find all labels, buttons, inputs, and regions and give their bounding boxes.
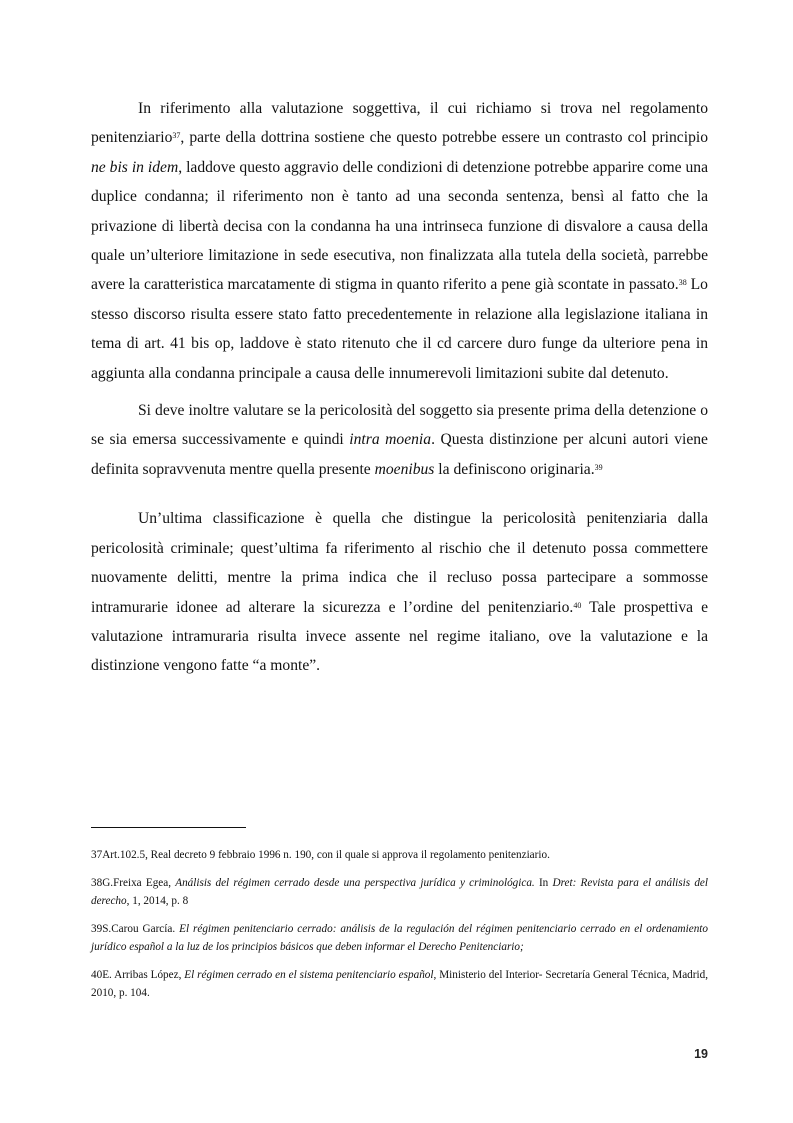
footnote-reference: 37 bbox=[172, 131, 181, 141]
footnote-reference: 38 bbox=[678, 278, 687, 288]
footnote bbox=[91, 920, 708, 956]
footnote bbox=[91, 966, 708, 1002]
footnote-reference: 40 bbox=[573, 600, 582, 610]
italic-text: El régimen cerrado en el sistema penitenciario español bbox=[184, 969, 434, 981]
text-run: Lo stesso discorso risulta essere stato fatto precedentemente in relazione alla legislazione italiana in tema di art. 41 bis op, laddove è stato ritenuto che il cd carcere duro funge da ulteriore pena in aggiunta alla condanna principale a causa delle innumerevoli limitazioni subite dal detenuto. bbox=[91, 276, 708, 382]
text-run: 39S.Carou García. bbox=[91, 923, 180, 935]
text-run: 38G.Freixa Egea, bbox=[91, 877, 176, 889]
text-run: , parte della dottrina sostiene che questo potrebbe essere un contrasto col principio bbox=[180, 129, 708, 147]
text-run: , Ministerio del Interior- Secretaría General Técnica, Madrid, 2010, p. 104. bbox=[91, 969, 708, 999]
text-run: 40E. Arribas López, bbox=[91, 969, 185, 981]
italic-text: Dret: Revista para el análisis del derecho bbox=[91, 877, 708, 907]
italic-text: moenibus bbox=[374, 460, 435, 478]
page-number: 19 bbox=[694, 1047, 708, 1061]
text-run: , laddove questo aggravio delle condizioni di detenzione potrebbe apparire come una duplice condanna; il riferimento non è tanto ad una seconda sentenza, bensì al fatto che la privazione di libertà decisa con la condanna ha una intrinseca funzione di disvalore a causa della quale un’ulteriore limitazione in sede esecutiva, non finalizzata alla tutela della società, parrebbe avere la caratteristica marcatamente di stigma in quanto riferito a pene già scontate in passato. bbox=[91, 158, 708, 294]
text-run: la definiscono originaria. bbox=[434, 460, 595, 478]
text-run: . Questa distinzione per alcuni autori viene definita sopravvenuta mentre quella presente bbox=[91, 431, 708, 478]
paragraph bbox=[91, 504, 708, 680]
footnote bbox=[91, 874, 708, 910]
footnote-separator bbox=[91, 827, 246, 828]
body-text bbox=[91, 94, 708, 689]
text-run: In bbox=[534, 877, 553, 889]
text-run: 37Art.102.5, Real decreto 9 febbraio 1996 n. 190, con il quale si approva il regolamento penitenziario. bbox=[91, 849, 550, 861]
text-run: Un’ultima classificazione è quella che distingue la pericolosità penitenziaria dalla pericolosità criminale; quest’ultima fa riferimento al rischio che il detenuto possa commettere nuovamente delitti, mentre la prima indica che il recluso possa partecipare a sommosse intramurarie idonee ad alterare la sicurezza e l’ordine del penitenziario. bbox=[91, 510, 708, 616]
footnotes bbox=[91, 846, 708, 1012]
paragraph bbox=[91, 396, 708, 484]
italic-text: intra moenia bbox=[349, 431, 432, 449]
text-run: Tale prospettiva e valutazione intramuraria risulta invece assente nel regime italiano, ove la valutazione e la distinzione vengono fatte “a monte”. bbox=[91, 598, 709, 675]
footnote bbox=[91, 846, 708, 864]
italic-text: Análisis del régimen cerrado desde una perspectiva jurídica y criminológica. bbox=[175, 877, 535, 889]
italic-text: El régimen penitenciario cerrado: análisis de la regulación del régimen penitenciario cerrado en el ordenamiento jurídico español a la luz de los principios básicos que deben informar el Derecho Penitenciario; bbox=[91, 923, 709, 953]
text-run: Si deve inoltre valutare se la pericolosità del soggetto sia presente prima della detenzione o se sia emersa successivamente e quindi bbox=[91, 402, 708, 449]
paragraph bbox=[91, 94, 708, 388]
italic-text: ne bis in idem bbox=[91, 158, 179, 176]
text-run: , 1, 2014, p. 8 bbox=[126, 895, 189, 907]
footnote-reference: 39 bbox=[594, 462, 603, 472]
text-run: In riferimento alla valutazione soggettiva, il cui richiamo si trova nel regolamento penitenziario bbox=[91, 100, 708, 147]
